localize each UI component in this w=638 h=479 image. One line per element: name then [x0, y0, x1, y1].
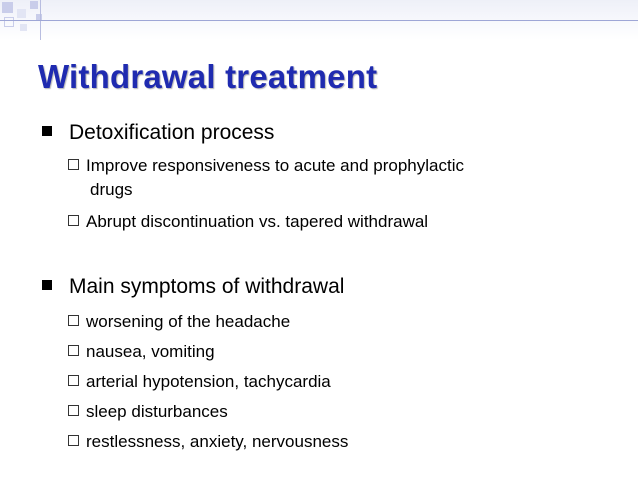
hollow-square-bullet-icon: [68, 405, 79, 416]
hollow-square-bullet-icon: [68, 435, 79, 446]
hollow-square-bullet-icon: [68, 315, 79, 326]
sub-bullet-text: Improve responsiveness to acute and prophylactic: [86, 156, 464, 175]
sub-bullet-restlessness: [68, 430, 348, 454]
sub-bullet-text: Abrupt discontinuation vs. tapered withdrawal: [86, 212, 429, 231]
sub-bullet-improve-responsiveness: [68, 154, 464, 202]
slide-title: Withdrawal treatment: [38, 58, 378, 95]
bullet-main-symptoms: [42, 275, 344, 299]
sub-bullet-nausea: [68, 340, 215, 364]
hollow-square-bullet-icon: [68, 375, 79, 386]
sub-bullet-text: nausea, vomiting: [86, 342, 215, 361]
sub-bullet-hypotension: [68, 370, 331, 394]
bullet-heading: Main symptoms of withdrawal: [69, 275, 345, 298]
sub-bullet-text: restlessness, anxiety, nervousness: [86, 432, 349, 451]
sub-bullet-text: sleep disturbances: [86, 402, 228, 421]
sub-bullet-text-continued: drugs: [90, 180, 133, 199]
hollow-square-bullet-icon: [68, 159, 79, 170]
hollow-square-bullet-icon: [68, 345, 79, 356]
sub-bullet-text: arterial hypotension, tachycardia: [86, 372, 331, 391]
bullet-detoxification-process: [42, 121, 274, 145]
sub-bullet-sleep: [68, 400, 228, 424]
filled-square-bullet-icon: [42, 280, 52, 290]
sub-bullet-worsening-headache: [68, 310, 290, 334]
bullet-heading: Detoxification process: [69, 121, 275, 144]
sub-bullet-text: worsening of the headache: [86, 312, 291, 331]
sub-bullet-abrupt-discontinuation: [68, 210, 428, 234]
hollow-square-bullet-icon: [68, 215, 79, 226]
filled-square-bullet-icon: [42, 126, 52, 136]
